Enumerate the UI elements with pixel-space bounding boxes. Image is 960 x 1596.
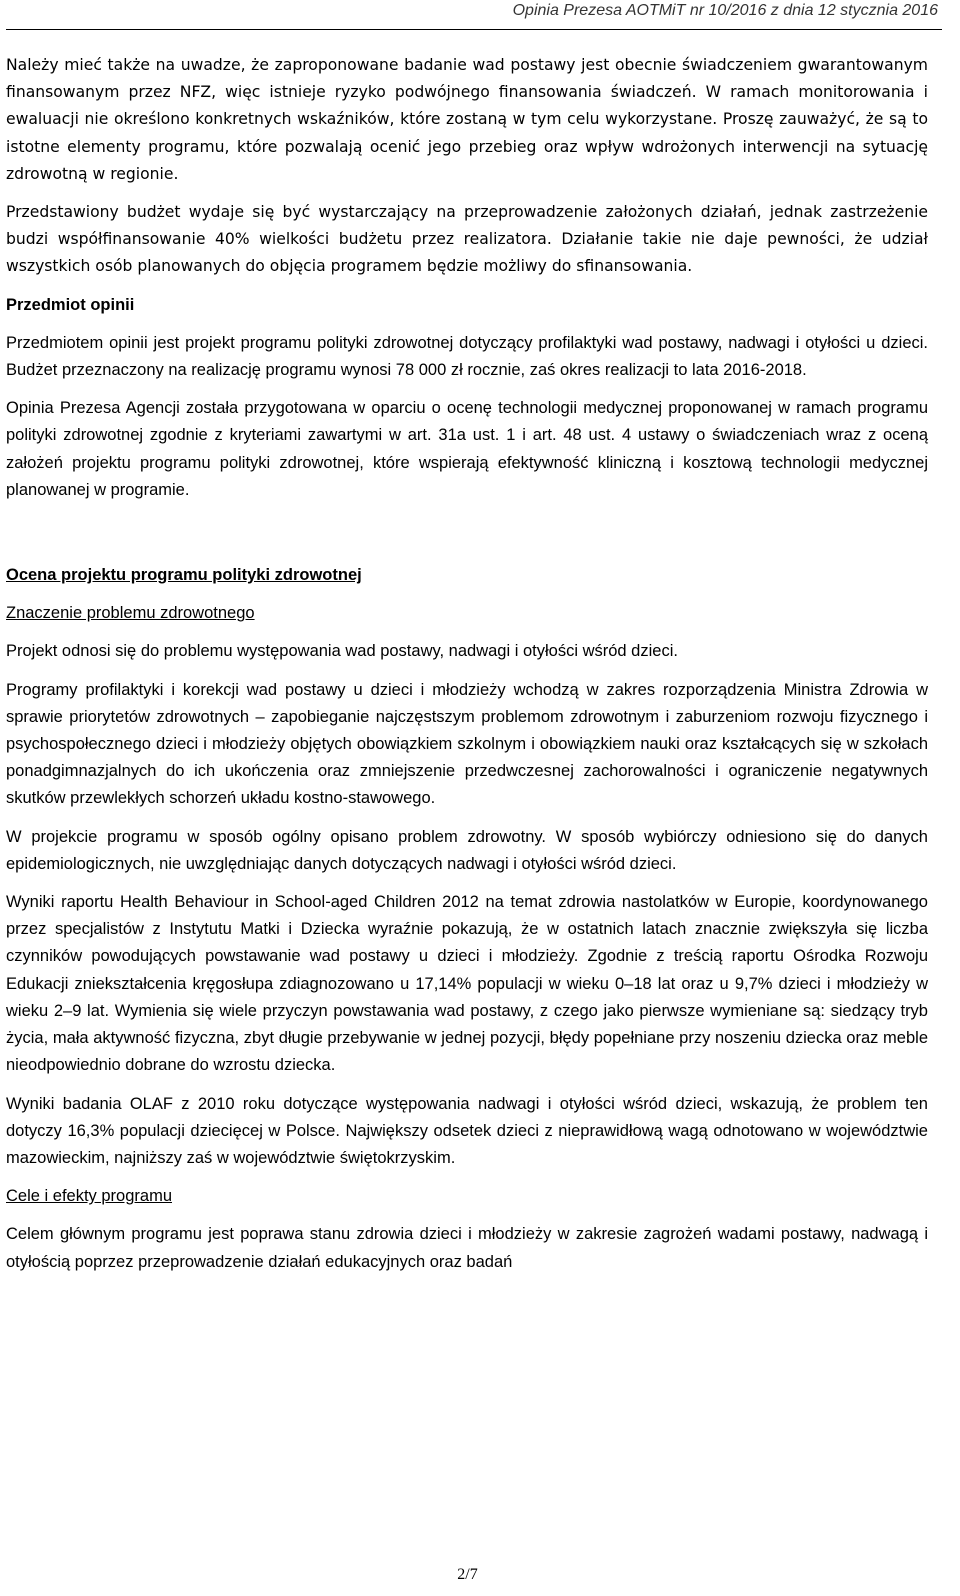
paragraph-problem-1: Projekt odnosi się do problemu występowania wad postawy, nadwagi i otyłości wśród dzieci. [6, 642, 678, 661]
page-header [0, 0, 960, 30]
paragraph-problem-4: Wyniki raportu Health Behaviour in School-aged Children 2012 na temat zdrowia nastolatków w Europie, koordynowanego przez specjalistów z Instytutu Matki i Dziecka wyraźnie pokazują, że w ostatnich latach znacznie zwiększyła się liczba czynników powodujących powstawanie wad postawy u dzieci i młodzieży. Zgodnie z treścią raportu Ośrodka Rozwoju Edukacji zniekształcenia kręgosłupa zdiagnozowano u 17,14% populacji w wieku 0–18 lat oraz u 9,7% dzieci i młodzieży w wieku 2–9 lat. Wymienia się wiele przyczyn powstawania wad postawy, z czego jako pierwsze wymieniane są: siedzący tryb życia, mała aktywność fizyczna, zbyt długie przebywanie w jednej pozycji, błędy popełniane przy noszeniu dziecka oraz meble nieodpowiednio dobrane do wzrostu dziecka. [6, 893, 928, 1075]
paragraph-problem-5: Wyniki badania OLAF z 2010 roku dotyczące występowania nadwagi i otyłości wśród dzieci, wskazują, że problem ten dotyczy 16,3% populacji dziecięcej w Polsce. Największy odsetek dzieci z nieprawidłową wagą odnotowano w województwie mazowieckim, najniższy zaś w województwie świętokrzyskim. [6, 1094, 928, 1167]
subsection-heading-goals: Cele i efekty programu [6, 1187, 172, 1206]
header-title: Opinia Prezesa AOTMiT nr 10/2016 z dnia 12 stycznia 2016 [512, 2, 938, 19]
paragraph-problem-3: W projekcie programu w sposób ogólny opisano problem zdrowotny. W sposób wybiórczy odniesiono się do danych epidemiologicznych, nie uwzględniając danych dotyczących nadwagi i otyłości wśród dzieci. [6, 827, 928, 873]
header-divider [6, 29, 942, 30]
paragraph-goals-1: Celem głównym programu jest poprawa stanu zdrowia dzieci i młodzieży w zakresie zagrożeń wadami postawy, nadwagą i otyłością poprzez przeprowadzenie działań edukacyjnych oraz badań [6, 1225, 928, 1271]
paragraph-intro-2: Przedstawiony budżet wydaje się być wystarczający na przeprowadzenie założonych działań, jednak zastrzeżenie budzi współfinansowanie 40% wielkości budżetu przez realizatora. Działanie takie nie daje pewności, że udział wszystkich osób planowanych do objęcia programem będzie możliwy do sfinansowania. [6, 203, 928, 276]
paragraph-subject-1: Przedmiotem opinii jest projekt programu polityki zdrowotnej dotyczący profilaktyki wad postawy, nadwagi i otyłości u dzieci. Budżet przeznaczony na realizację programu wynosi 78 000 zł rocznie, zaś okres realizacji to lata 2016-2018. [6, 333, 928, 380]
document-body [6, 52, 928, 1287]
paragraph-subject-2: Opinia Prezesa Agencji została przygotowana w oparciu o ocenę technologii medycznej proponowanej w ramach programu polityki zdrowotnej zgodnie z kryteriami zawartymi w art. 31a ust. 1 i art. 48 ust. 4 ustawy o świadczeniach wraz z oceną założeń projektu programu polityki zdrowotnej, które wspierają efektywność kliniczną i kosztową technologii medycznej planowanej w programie. [6, 399, 928, 499]
section-spacer [6, 515, 928, 562]
page-number: 2/7 [457, 1566, 478, 1583]
section-heading-assessment: Ocena projektu programu polityki zdrowotnej [6, 566, 362, 585]
section-heading-subject: Przedmiot opinii [6, 295, 135, 314]
subsection-heading-problem: Znaczenie problemu zdrowotnego [6, 604, 255, 623]
paragraph-problem-2: Programy profilaktyki i korekcji wad postawy u dzieci i młodzieży wchodzą w zakres rozporządzenia Ministra Zdrowia w sprawie priorytetów zdrowotnych – zapobieganie najczęstszym problemom zdrowotnym i zaburzeniom rozwoju fizycznego i psychospołecznego dzieci i młodzieży objętych obowiązkiem szkolnym i obowiązkiem nauki oraz kształcących się w szkołach ponadgimnazjalnych do ich ukończenia oraz zmniejszenie przedwczesnej zachorowalności i ograniczenie negatywnych skutków przewlekłych schorzeń układu kostno-stawowego. [6, 680, 928, 808]
paragraph-intro-1: Należy mieć także na uwadze, że zaproponowane badanie wad postawy jest obecnie świadczeniem gwarantowanym finansowanym przez NFZ, więc istnieje ryzyko podwójnego finansowania świadczeń. W ramach monitorowania i ewaluacji nie określono konkretnych wskaźników, które zostaną w tym celu wykorzystane. Proszę zauważyć, że są to istotne elementy programu, które pozwalają ocenić jego przebieg oraz wpływ wdrożonych interwencji na sytuację zdrowotną w regionie. [6, 56, 928, 183]
